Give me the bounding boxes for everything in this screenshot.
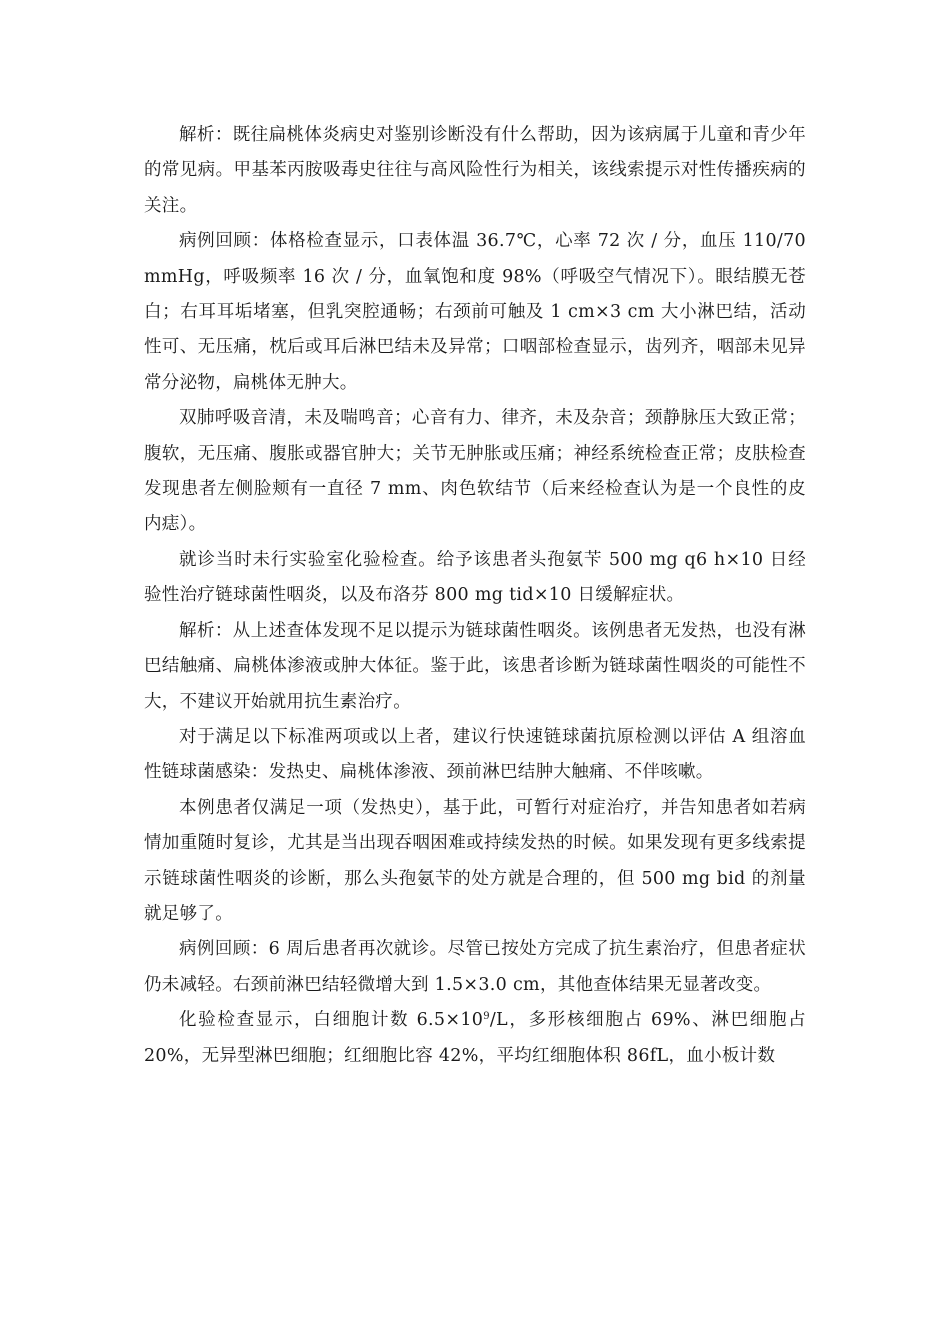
- lab-text-before: 化验检查显示，白细胞计数 6.5×10: [179, 1010, 484, 1031]
- paragraph-patient-assessment: 本例患者仅满足一项（发热史），基于此，可暂行对症治疗，并告知患者如若病情加重随时复诊，尤其是当出现吞咽困难或持续发热的时候。如果发现有更多线索提示链球菌性咽炎的诊断，那么头孢氨苄的处方就是合理的，但 500 mg bid 的剂量就足够了。: [144, 797, 806, 924]
- paragraph-case-review-followup: 病例回顾：6 周后患者再次就诊。尽管已按处方完成了抗生素治疗，但患者症状仍未减轻。右颈前淋巴结轻微增大到 1.5×3.0 cm，其他查体结果无显著改变。: [144, 939, 806, 995]
- document-body: [144, 118, 806, 1074]
- lab-text-after: /L，多形核细胞占 69%、淋巴细胞占 20%，无异型淋巴细胞；红细胞比容 42%，平均红细胞体积 86fL，血小板计数: [144, 1010, 806, 1066]
- paragraph-lung-heart-exam: 双肺呼吸音清，未及喘鸣音；心音有力、律齐，未及杂音；颈静脉压大致正常；腹软，无压痛、腹胀或器官肿大；关节无肿胀或压痛；神经系统检查正常；皮肤检查发现患者左侧脸颊有一直径 7 mm、肉色软结节（后来经检查认为是一个良性的皮内痣）。: [144, 408, 806, 535]
- paragraph-lab-results: [144, 1003, 806, 1074]
- paragraph-case-review-exam: 病例回顾：体格检查显示，口表体温 36.7℃，心率 72 次 / 分，血压 110/70 mmHg，呼吸频率 16 次 / 分，血氧饱和度 98%（呼吸空气情况下）。眼结膜无苍白；右耳耳垢堵塞，但乳突腔通畅；右颈前可触及 1 cm×3 cm 大小淋巴结，活动性可、无压痛，枕后或耳后淋巴结未及异常；口咽部检查显示，齿列齐，咽部未见异常分泌物，扁桃体无肿大。: [144, 231, 806, 393]
- lab-exponent: 9: [483, 1011, 490, 1023]
- paragraph-initial-treatment: 就诊当时未行实验室化验检查。给予该患者头孢氨苄 500 mg q6 h×10 日经验性治疗链球菌性咽炎，以及布洛芬 800 mg tid×10 日缓解症状。: [144, 549, 806, 606]
- paragraph-criteria: 对于满足以下标准两项或以上者，建议行快速链球菌抗原检测以评估 A 组溶血性链球菌感染：发热史、扁桃体渗液、颈前淋巴结肿大触痛、不伴咳嗽。: [144, 726, 806, 783]
- paragraph-analysis-history: 解析：既往扁桃体炎病史对鉴别诊断没有什么帮助，因为该病属于儿童和青少年的常见病。甲基苯丙胺吸毒史往往与高风险性行为相关，该线索提示对性传播疾病的关注。: [144, 125, 806, 216]
- paragraph-analysis-findings: 解析：从上述查体发现不足以提示为链球菌性咽炎。该例患者无发热，也没有淋巴结触痛、扁桃体渗液或肿大体征。鉴于此，该患者诊断为链球菌性咽炎的可能性不大，不建议开始就用抗生素治疗。: [144, 620, 806, 712]
